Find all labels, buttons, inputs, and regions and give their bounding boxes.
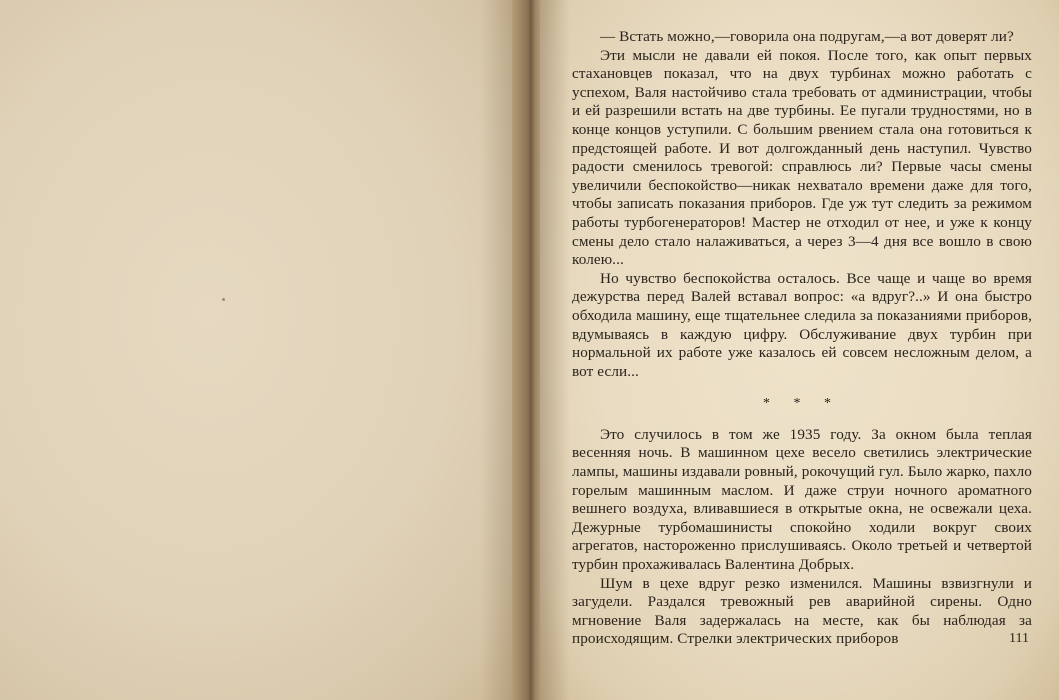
paragraph-2: Эти мысли не давали ей покоя. После того, как опыт первых стахановцев показал, что на двух турбинах можно работать с успехом, Валя настойчиво стала требовать от администрации, чтобы и ей разрешили встать на две турбины. Ее пугали трудностями, но в конце концов уступили. С большим рвением стала она готовиться к предстоящей работе. И вот долгожданный день наступил. Чувство радости сменилось тревогой: справлюсь ли? Первые часы смены увеличили беспокойство—никак нехватало времени даже для того, чтобы записать показания приборов. Где уж тут следить за режимом работы турбогенераторов! Мастер не отходил от нее, и уже к концу смены дело стало налаживаться, а через 3—4 дня все вошло в свою колею...	[572, 46, 1032, 269]
right-page	[540, 0, 1059, 700]
paper-speck	[222, 298, 225, 301]
page-text	[572, 28, 1032, 649]
paragraph-3: Но чувство беспокойства осталось. Все чаще и чаще во время дежурства перед Валей вставал вопрос: «а вдруг?..» И она быстро обходила машину, еще тщательнее следила за показаниями приборов, вдумываясь в каждую цифру. Обслуживание двух турбин при нормальной их работе уже казалось ей совсем несложным делом, а вот если...	[572, 269, 1032, 380]
left-page-blank	[0, 0, 520, 700]
paragraph-4: Это случилось в том же 1935 году. За окном была теплая весенняя ночь. В машинном цехе весело светились электрические лампы, машины издавали ровный, рокочущий гул. Было жарко, пахло горелым машинным маслом. И даже струи ночного ароматного вешнего воздуха, вливавшиеся в открытые окна, не освежали цеха. Дежурные турбомашинисты спокойно ходили вокруг своих агрегатов, настороженно прислушиваясь. Около третьей и четвертой турбин прохаживалась Валентина Добрых.	[572, 425, 1032, 574]
page-number: 111	[1009, 631, 1029, 646]
paragraph-1: — Встать можно,—говорила она подругам,—а вот доверят ли?	[600, 28, 1014, 45]
paragraph-5: Шум в цехе вдруг резко изменился. Машины взвизгнули и загудели. Раздался тревожный рев аварийной сирены. Одно мгновение Валя задержалась на месте, как бы наблюдая за происходящим. Стрелки электрических приборов	[572, 574, 1032, 648]
section-separator: * * *	[763, 396, 841, 412]
